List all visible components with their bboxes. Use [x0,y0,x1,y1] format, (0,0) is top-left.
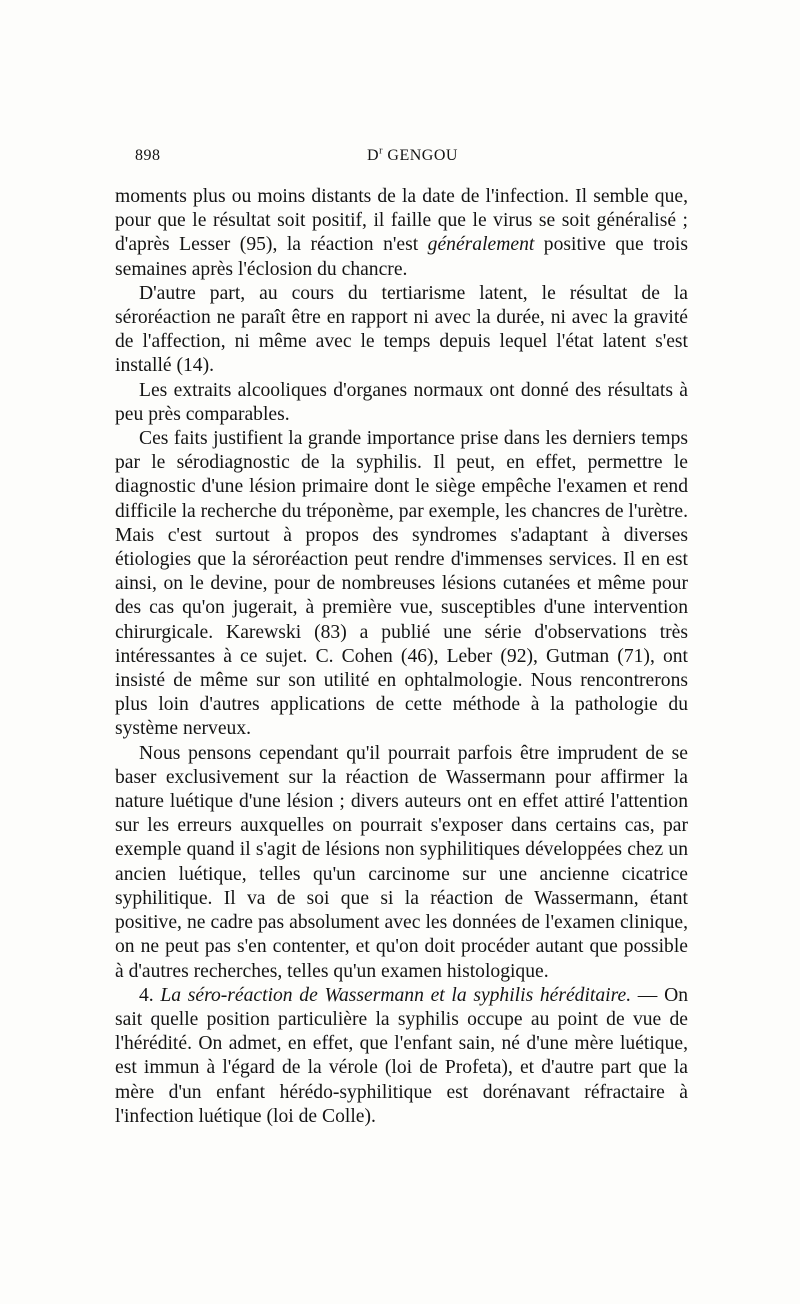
page-number: 898 [135,147,161,164]
paragraph-1-text-b: positive que trois semaines après l'éclosion du chancre. [115,234,688,280]
running-header [135,147,690,169]
paragraph-5: Nous pensons cependant qu'il pourrait parfois être imprudent de se baser exclusivement sur la réaction de Wassermann pour affirmer la nature luétique d'une lésion ; divers auteurs ont en effet attiré l'attention sur les erreurs auxquelles on pourrait s'exposer dans certains cas, par exemple quand il s'agit de lésions non syphilitiques développées chez un ancien luétique, telles qu'un carcinome sur une ancienne cicatrice syphilitique. Il va de soi que si la réaction de Wassermann, étant positive, ne cadre pas absolument avec les données de l'examen clinique, on ne peut pas s'en contenter, et qu'on doit procéder autant que possible à d'autres recherches, telles qu'un examen histologique. [115,742,688,982]
paragraph-6-text: — On sait quelle position particulière la syphilis occupe au point de vue de l'hérédité. On admet, en effet, que l'enfant sain, né d'une mère luétique, est immun à l'égard de la vérole (loi de Profeta), et d'autre part que la mère d'un enfant hérédo-syphilitique est dorénavant réfractaire à l'infection luétique (loi de Colle). [115,984,689,1127]
body-text [115,185,688,1129]
section-number: 4. [139,984,161,1006]
section-title: La séro-réaction de Wassermann et la syphilis héréditaire. [160,984,632,1006]
paragraph-3: Les extraits alcooliques d'organes normaux ont donné des résultats à peu près comparables. [115,379,688,425]
paragraph-1 [115,185,688,282]
running-title [135,147,690,165]
paragraph-1-text-a: moments plus ou moins distants de la date de l'infection. Il semble que, pour que le résultat soit positif, il faille que le virus se soit généralisé ; d'après Lesser (95), la réaction n'est [115,186,688,256]
author-name: GENGOU [382,147,458,164]
author-prefix: D [367,147,380,164]
paragraph-6 [115,984,688,1129]
paragraph-2: D'autre part, au cours du tertiarisme latent, le résultat de la séroréaction ne paraît être en rapport ni avec la durée, ni avec la gravité de l'affection, ni même avec le temps depuis lequel l'état latent s'est installé (14). [115,282,688,377]
author-superscript: r [379,145,383,157]
paragraph-1-emphasis: généralement [427,234,535,256]
paragraph-4: Ces faits justifient la grande importance prise dans les derniers temps par le sérodiagnostic de la syphilis. Il peut, en effet, permettre le diagnostic d'une lésion primaire dont le siège empêche l'examen et rend difficile la recherche du tréponème, par exemple, les chancres de l'urètre. Mais c'est surtout à propos des syndromes s'adaptant à diverses étiologies que la séroréaction peut rendre d'immenses services. Il en est ainsi, on le devine, pour de nombreuses lésions cutanées et même pour des cas qu'on jugerait, à première vue, susceptibles d'une intervention chirurgicale. Karewski (83) a publié une série d'observations très intéressantes à ce sujet. C. Cohen (46), Leber (92), Gutman (71), ont insisté de même sur son utilité en ophtalmologie. Nous rencontrerons plus loin d'autres applications de cette méthode à la pathologie du système nerveux. [115,428,688,740]
